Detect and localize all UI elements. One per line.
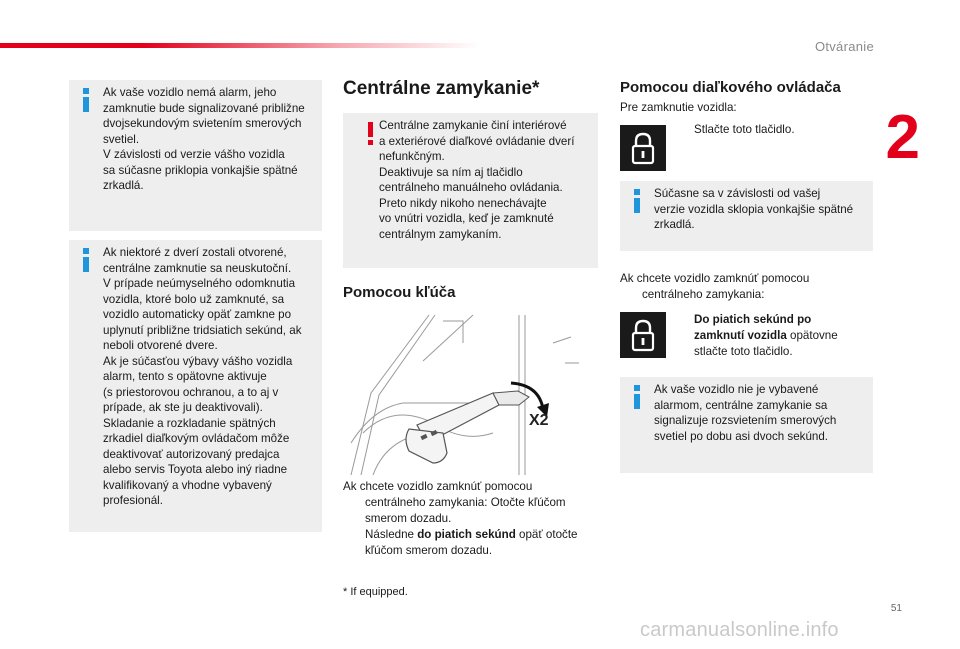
key-step1: Otočte kľúčom xyxy=(490,496,566,509)
key-lock-illustration xyxy=(343,313,583,475)
remote-step2-post: opätovne xyxy=(786,329,838,342)
key-heading: Pomocou kľúča xyxy=(343,284,456,301)
warning-box-text: Centrálne zamykanie činí interiérové a exteriérové diaľkové ovládanie dverí nefunkčným. Deaktivuje sa ním aj tlačidlo centrálneho manuálneho ovládania. Preto nikdy nikoho nenechávajte vo vnútri vozidla, keď je zamknuté centrálnym zamykaním. xyxy=(379,119,575,241)
footnote: * If equipped. xyxy=(343,586,408,598)
remote-step2-cont: stlačte toto tlačidlo. xyxy=(694,345,793,358)
page-number: 51 xyxy=(890,603,902,614)
key-step2-pre: Následne xyxy=(365,528,418,541)
info-icon xyxy=(82,88,90,112)
info-box-doors-text: Ak niektoré z dverí zostali otvorené, centrálne zamknutie sa neuskutoční. V prípade neúmyselného odomknutia vozidla, ktoré bolo už zamknuté, sa vozidlo automaticky opäť zamkne po uplynutí približne tridsiatich sekúnd, ak neboli otvorené dvere. Ak je súčasťou výbavy vášho vozidla alarm, tento s opätovne aktivuje (s priestorovou ochranou, a to aj v prípade, ak ste ju deaktivovali). Skladanie a rozkladanie spätných zrkadiel diaľkovým ovládačom môže deaktivovať autorizovaný predajca alebo servis Toyota alebo iný riadne kvalifikovaný a vhodne vybavený profesionál. xyxy=(103,246,302,507)
padlock-remote-icon xyxy=(620,312,666,358)
watermark: carmanualsonline.info xyxy=(640,619,839,641)
section-title: Otváranie xyxy=(814,39,874,54)
info-box-mirrors xyxy=(620,181,873,251)
remote-step2-bold-1: Do piatich sekúnd po xyxy=(694,313,812,326)
key-step2-cont: kľúčom smerom dozadu. xyxy=(365,544,493,557)
central-intro-line2: centrálneho zamykania: xyxy=(642,288,765,301)
warning-icon xyxy=(367,122,375,146)
info-icon xyxy=(82,248,90,272)
info-box-doors xyxy=(69,240,322,532)
chapter-number: 2 xyxy=(885,103,920,172)
key-step2-bold: do piatich sekúnd xyxy=(417,528,516,541)
info-icon xyxy=(633,189,641,213)
remote-intro: Pre zamknutie vozidla: xyxy=(620,101,737,114)
info-box-alarm xyxy=(69,80,322,231)
info-box-alarm-text: Ak vaše vozidlo nemá alarm, jeho zamknutie bude signalizované približne dvojsekundovým svietením smerových svetiel. V závislosti od verzie vášho vozidla sa súčasne priklopia vonkajšie spätné zrkadlá. xyxy=(103,86,305,192)
key-intro-line1: Ak chcete vozidlo zamknúť pomocou xyxy=(343,480,533,493)
info-box-no-alarm xyxy=(620,377,873,473)
key-turn-drawing xyxy=(343,313,583,475)
warning-box xyxy=(343,113,598,268)
padlock-remote-icon xyxy=(620,125,666,171)
info-box-no-alarm-text: Ak vaše vozidlo nie je vybavené alarmom, centrálne zamykanie sa signalizuje rozsvietením smerových svetiel po dobu asi dvoch sekúnd. xyxy=(654,383,837,443)
central-intro-line1: Ak chcete vozidlo zamknúť pomocou xyxy=(620,272,810,285)
illustration-x2-label: X2 xyxy=(529,412,549,429)
header-accent-bar xyxy=(0,43,480,48)
remote-heading: Pomocou diaľkového ovládača xyxy=(620,79,841,96)
key-intro-line2: centrálneho zamykania: xyxy=(365,496,488,509)
remote-step2-bold-2: zamknutí vozidla xyxy=(694,329,787,342)
key-step2-post: opäť otočte xyxy=(515,528,578,541)
key-instructions xyxy=(343,479,603,559)
remote-step2 xyxy=(676,312,876,360)
central-intro xyxy=(620,271,870,303)
key-step1-cont: smerom dozadu. xyxy=(365,512,452,525)
page-title: Centrálne zamykanie* xyxy=(343,78,540,99)
info-box-mirrors-text: Súčasne sa v závislosti od vašej verzie vozidla sklopia vonkajšie spätné zrkadlá. xyxy=(654,187,854,231)
info-icon xyxy=(633,385,641,409)
remote-step1 xyxy=(676,122,795,138)
remote-step1-text: Stlačte toto tlačidlo. xyxy=(694,123,795,136)
